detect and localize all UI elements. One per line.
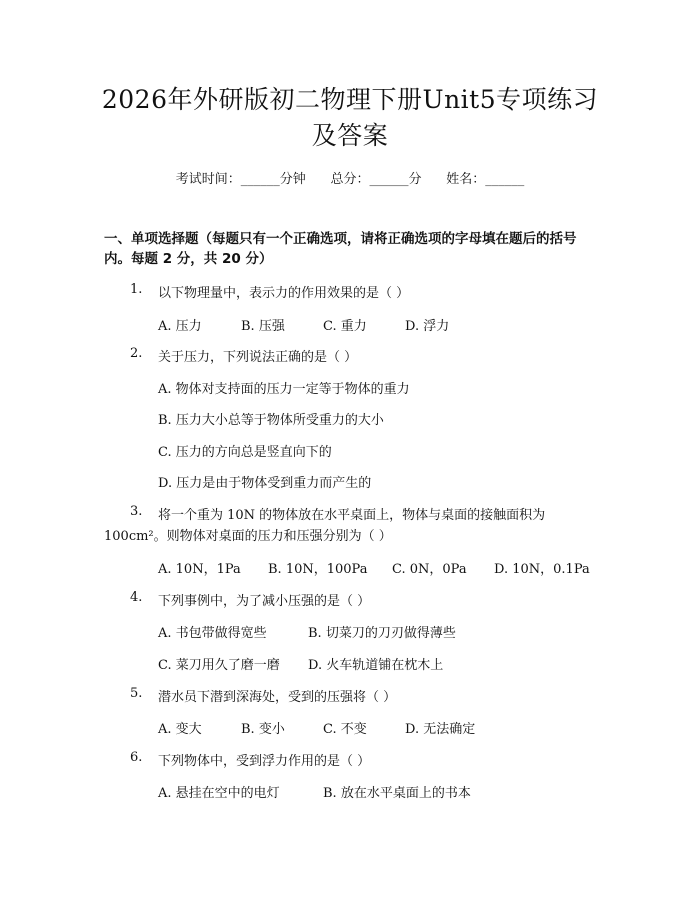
- question-text: 关于压力，下列说法正确的是（ ）: [158, 350, 358, 365]
- option-d: D. 无法确定: [405, 722, 476, 737]
- question-text: 下列物体中，受到浮力作用的是（ ）: [158, 754, 371, 769]
- option-c: C. 重力: [323, 319, 367, 334]
- exam-info-line: 考试时间：______分钟 总分：______分 姓名：______: [175, 172, 525, 187]
- document-title-line-1: 2026年外研版初二物理下册Unit5专项练习: [101, 85, 599, 114]
- option-b: B. 变小: [241, 722, 285, 737]
- question-number: 5.: [130, 686, 143, 701]
- question-text: 下列事例中，为了减小压强的是（ ）: [158, 594, 371, 609]
- option-b: B. 压力大小总等于物体所受重力的大小: [158, 413, 384, 428]
- option-b: B. 压强: [241, 319, 285, 334]
- option-c: C. 压力的方向总是竖直向下的: [158, 445, 332, 460]
- option-a: A. 压力: [158, 319, 202, 334]
- option-d: D. 浮力: [405, 319, 450, 334]
- option-d: D. 火车轨道铺在枕木上: [308, 658, 444, 673]
- option-d: D. 压力是由于物体受到重力而产生的: [158, 476, 372, 491]
- section-heading-line-1: 一、单项选择题（每题只有一个正确选项，请将正确选项的字母填在题后的括号: [104, 231, 577, 247]
- question-text-continued: 100cm²。则物体对桌面的压力和压强分别为（ ）: [104, 529, 392, 544]
- section-heading-line-2: 内。每题 2 分，共 20 分）: [104, 251, 273, 267]
- option-c: C. 菜刀用久了磨一磨: [158, 658, 280, 673]
- question-text: 将一个重为 10N 的物体放在水平桌面上，物体与桌面的接触面积为: [158, 508, 546, 523]
- question-text: 以下物理量中，表示力的作用效果的是（ ）: [158, 286, 410, 301]
- question-number: 4.: [130, 590, 143, 605]
- question-number: 3.: [130, 504, 143, 519]
- question-number: 1.: [130, 282, 143, 297]
- option-c: C. 0N，0Pa: [392, 562, 467, 577]
- option-a: A. 10N，1Pa: [158, 562, 241, 577]
- option-a: A. 悬挂在空中的电灯: [158, 786, 280, 801]
- question-number: 2.: [130, 346, 143, 361]
- option-a: A. 变大: [158, 722, 202, 737]
- option-b: B. 放在水平桌面上的书本: [323, 786, 471, 801]
- option-d: D. 10N，0.1Pa: [494, 562, 590, 577]
- option-b: B. 切菜刀的刀刃做得薄些: [308, 626, 456, 641]
- option-a: A. 书包带做得宽些: [158, 626, 267, 641]
- document-title-line-2: 及答案: [311, 121, 389, 150]
- option-b: B. 10N，100Pa: [268, 562, 368, 577]
- question-text: 潜水员下潜到深海处，受到的压强将（ ）: [158, 690, 397, 705]
- option-a: A. 物体对支持面的压力一定等于物体的重力: [158, 382, 410, 397]
- option-c: C. 不变: [323, 722, 367, 737]
- question-number: 6.: [130, 750, 143, 765]
